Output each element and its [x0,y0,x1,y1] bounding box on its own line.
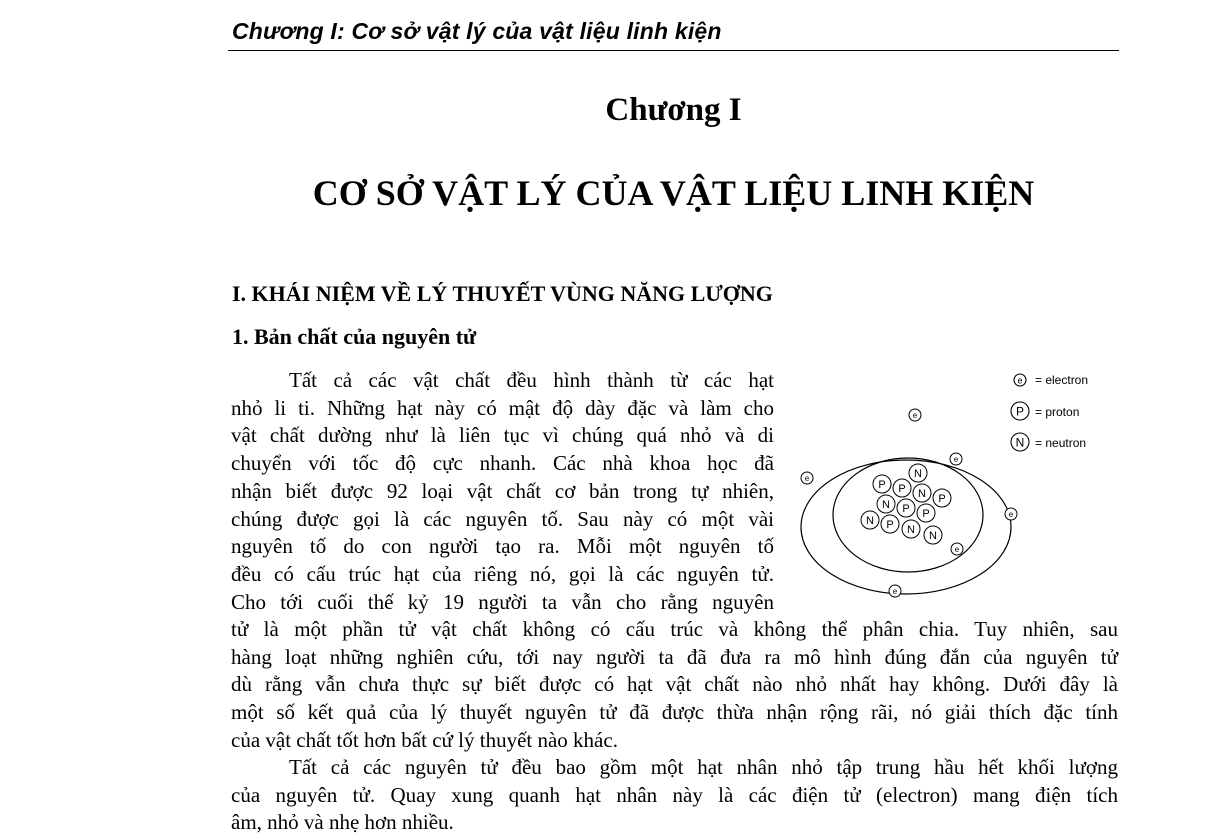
svg-text:e: e [912,410,918,420]
svg-text:N: N [929,529,937,542]
text-line: một số kết quả của lý thuyết nguyên tử đã được thừa nhận rộng rãi, nó giải thích đặc tính [231,700,1118,725]
svg-text:P: P [922,507,930,520]
electron-particle [950,453,962,465]
text-line: nguyên tố do con người tạo ra. Mỗi một nguyên tố [231,534,774,559]
text-line: chúng được gọi là các nguyên tố. Sau này có một vài [231,506,774,531]
text-line: Tất cả các nguyên tử đều bao gồm một hạt nhân nhỏ tập trung hầu hết khối lượng [289,755,1118,779]
paragraph-1-continued [231,616,1118,755]
neutron-particle [913,484,931,502]
electron-particle [951,543,963,555]
chapter-label: Chương I [605,92,742,128]
svg-text:P: P [898,482,906,495]
svg-text:e: e [1008,509,1014,519]
svg-text:N: N [907,523,915,536]
svg-text:e: e [892,586,898,596]
text-line: đều có cấu trúc hạt của riêng nó, gọi là các nguyên tử. [231,561,774,586]
svg-text:N: N [914,467,922,480]
paragraph-1-wrapped [231,367,774,616]
svg-text:N: N [866,514,874,527]
svg-text:P: P [902,502,910,515]
svg-text:P: P [938,492,946,505]
neutron-particle [924,526,942,544]
legend-proton-label: = proton [1035,405,1080,419]
running-header: Chương I: Cơ sở vật lý của vật liệu linh kiện [232,18,722,44]
svg-text:e: e [953,454,959,464]
proton-particle [933,489,951,507]
svg-text:e: e [804,473,810,483]
text-line: dù rằng vẫn chưa thực sự biết được có hạt vật chất nào nhỏ nhất hay không. Dưới đây là [231,672,1118,697]
proton-particle [881,515,899,533]
text-line: hàng loạt những nghiên cứu, tới nay người ta đã đưa ra mô hình đúng đắn của nguyên tử [231,644,1118,669]
header-rule [228,50,1119,51]
text-line: của nguyên tử. Quay xung quanh hạt nhân này là các điện tử (electron) mang điện tích [231,782,1118,807]
atom-diagram [795,365,1115,605]
chapter-title: CƠ SỞ VẬT LÝ CỦA VẬT LIỆU LINH KIỆN [312,173,1035,213]
legend-proton [1011,402,1079,420]
section-heading: I. KHÁI NIỆM VỀ LÝ THUYẾT VÙNG NĂNG LƯỢNG [232,281,773,306]
legend-neutron [1011,433,1086,451]
text-line: nhỏ li ti. Những hạt này có mật độ dày đặc và làm cho [231,395,774,420]
neutron-particle [877,495,895,513]
svg-text:N: N [882,498,890,511]
neutron-particle [861,511,879,529]
svg-text:e: e [954,544,960,554]
text-line: vật chất dường như là liên tục vì chúng quá nhỏ và di [231,423,774,448]
text-line: tử là một phần tử vật chất không có cấu trúc và không thể phân chia. Tuy nhiên, sau [231,617,1118,641]
text-line: âm, nhỏ và nhẹ hơn nhiều. [231,810,454,835]
text-line: Cho tới cuối thế kỷ 19 người ta vẫn cho rằng nguyên [231,589,774,614]
legend [1011,373,1088,451]
electron-particle [909,409,921,421]
proton-particle [917,504,935,522]
svg-text:P: P [878,478,886,491]
legend-neutron-label: = neutron [1035,436,1087,450]
electron-particle [889,585,901,597]
electron-particle [801,472,813,484]
text-line: Tất cả các vật chất đều hình thành từ các hạt [289,368,774,392]
neutron-particle [909,464,927,482]
subsection-heading: 1. Bản chất của nguyên tử [232,324,477,349]
text-line: chuyển với tốc độ cực nhanh. Các nhà khoa học đã [231,451,774,476]
proton-particle [897,499,915,517]
nucleus [861,464,951,544]
proton-particle [893,479,911,497]
atom-diagram-svg [795,365,1115,605]
svg-text:N: N [918,487,926,500]
legend-electron-symbol: e [1017,375,1023,386]
neutron-particle [902,520,920,538]
legend-electron [1014,373,1088,387]
svg-text:P: P [886,518,894,531]
proton-particle [873,475,891,493]
paragraph-2 [231,754,1118,837]
legend-electron-label: = electron [1035,373,1089,387]
text-line: nhận biết được 92 loại vật chất cơ bản trong tự nhiên, [231,478,774,503]
text-line: của vật chất tốt hơn bất cứ lý thuyết nào khác. [231,727,618,752]
legend-proton-symbol: P [1015,404,1025,419]
legend-neutron-symbol: N [1015,435,1025,450]
electron-particle [1005,508,1017,520]
